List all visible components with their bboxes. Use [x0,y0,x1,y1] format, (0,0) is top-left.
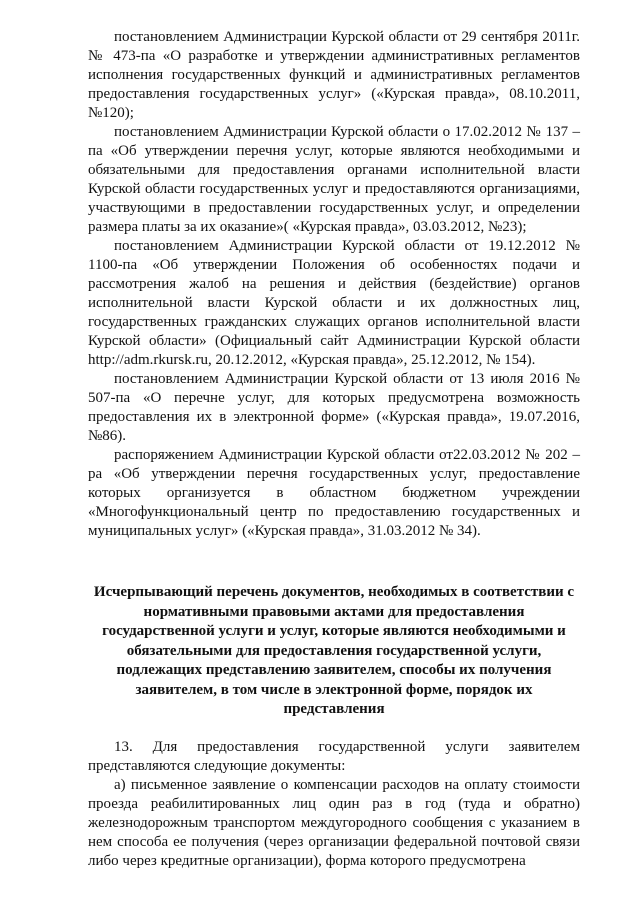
section-heading: Исчерпывающий перечень документов, необходимых в соответствии с нормативными правовыми актами для предоставления государственной услуги и услуг, которые являются необходимыми и обязательными для предоставления государственной услуги, подлежащих представлению заявителем, способы их получения заявителем, в том числе в электронной форме, порядок их представления [93,584,575,717]
paragraph-decree-473: постановлением Администрации Курской области от 29 сентября 2011г. № 473-па «О разработке и утверждении административных регламентов исполнения государственных функций и административных регламентов предоставления государственных услуг» («Курская правда», 08.10.2011, №120); [88,29,580,121]
paragraph-order-202: распоряжением Администрации Курской области от22.03.2012 № 202 – ра «Об утверждении перечня государственных услуг, предоставление которых организуется в областном бюджетном учреждении «Многофункциональный центр по предоставлению государственных и муниципальных услуг» («Курская правда», 31.03.2012 № 34). [88,447,580,539]
paragraph-decree-137: постановлением Администрации Курской области о 17.02.2012 № 137 – па «Об утверждении перечня услуг, которые являются необходимыми и обязательными для предоставления органами исполнительной власти Курской области государственных услуг и предоставляются организациями, участвующими в предоставлении государственных услуг, и определении размера платы за их оказание»( «Курская правда», 03.03.2012, №23); [88,124,580,235]
paragraph-decree-507: постановлением Администрации Курской области от 13 июля 2016 № 507-па «О перечне услуг, для которых предусмотрена возможность предоставления их в электронной форме» («Курская правда», 19.07.2016, №86). [88,371,580,444]
paragraph-item-a: а) письменное заявление о компенсации расходов на оплату стоимости проезда реабилитированных лиц один раз в год (туда и обратно) железнодорожным транспортом междугородного сообщения с указанием в нем способа ее получения (через организации федеральной почтовой связи либо через кредитные организации), форма которого предусмотрена [88,776,580,869]
paragraph-item-13: 13. Для предоставления государственной услуги заявителем представляются следующие документы: [88,738,580,774]
paragraph-decree-1100: постановлением Администрации Курской области от 19.12.2012 № 1100-па «Об утверждении Положения об особенностях подачи и рассмотрения жалоб на решения и действия (бездействие) органов исполнительной власти Курской области и их должностных лиц, государственных гражданских служащих органов исполнительной власти Курской области» (Официальный сайт Администрации Курской области http://adm.rkursk.ru, 20.12.2012, «Курская правда», 25.12.2012, № 154). [88,238,580,368]
